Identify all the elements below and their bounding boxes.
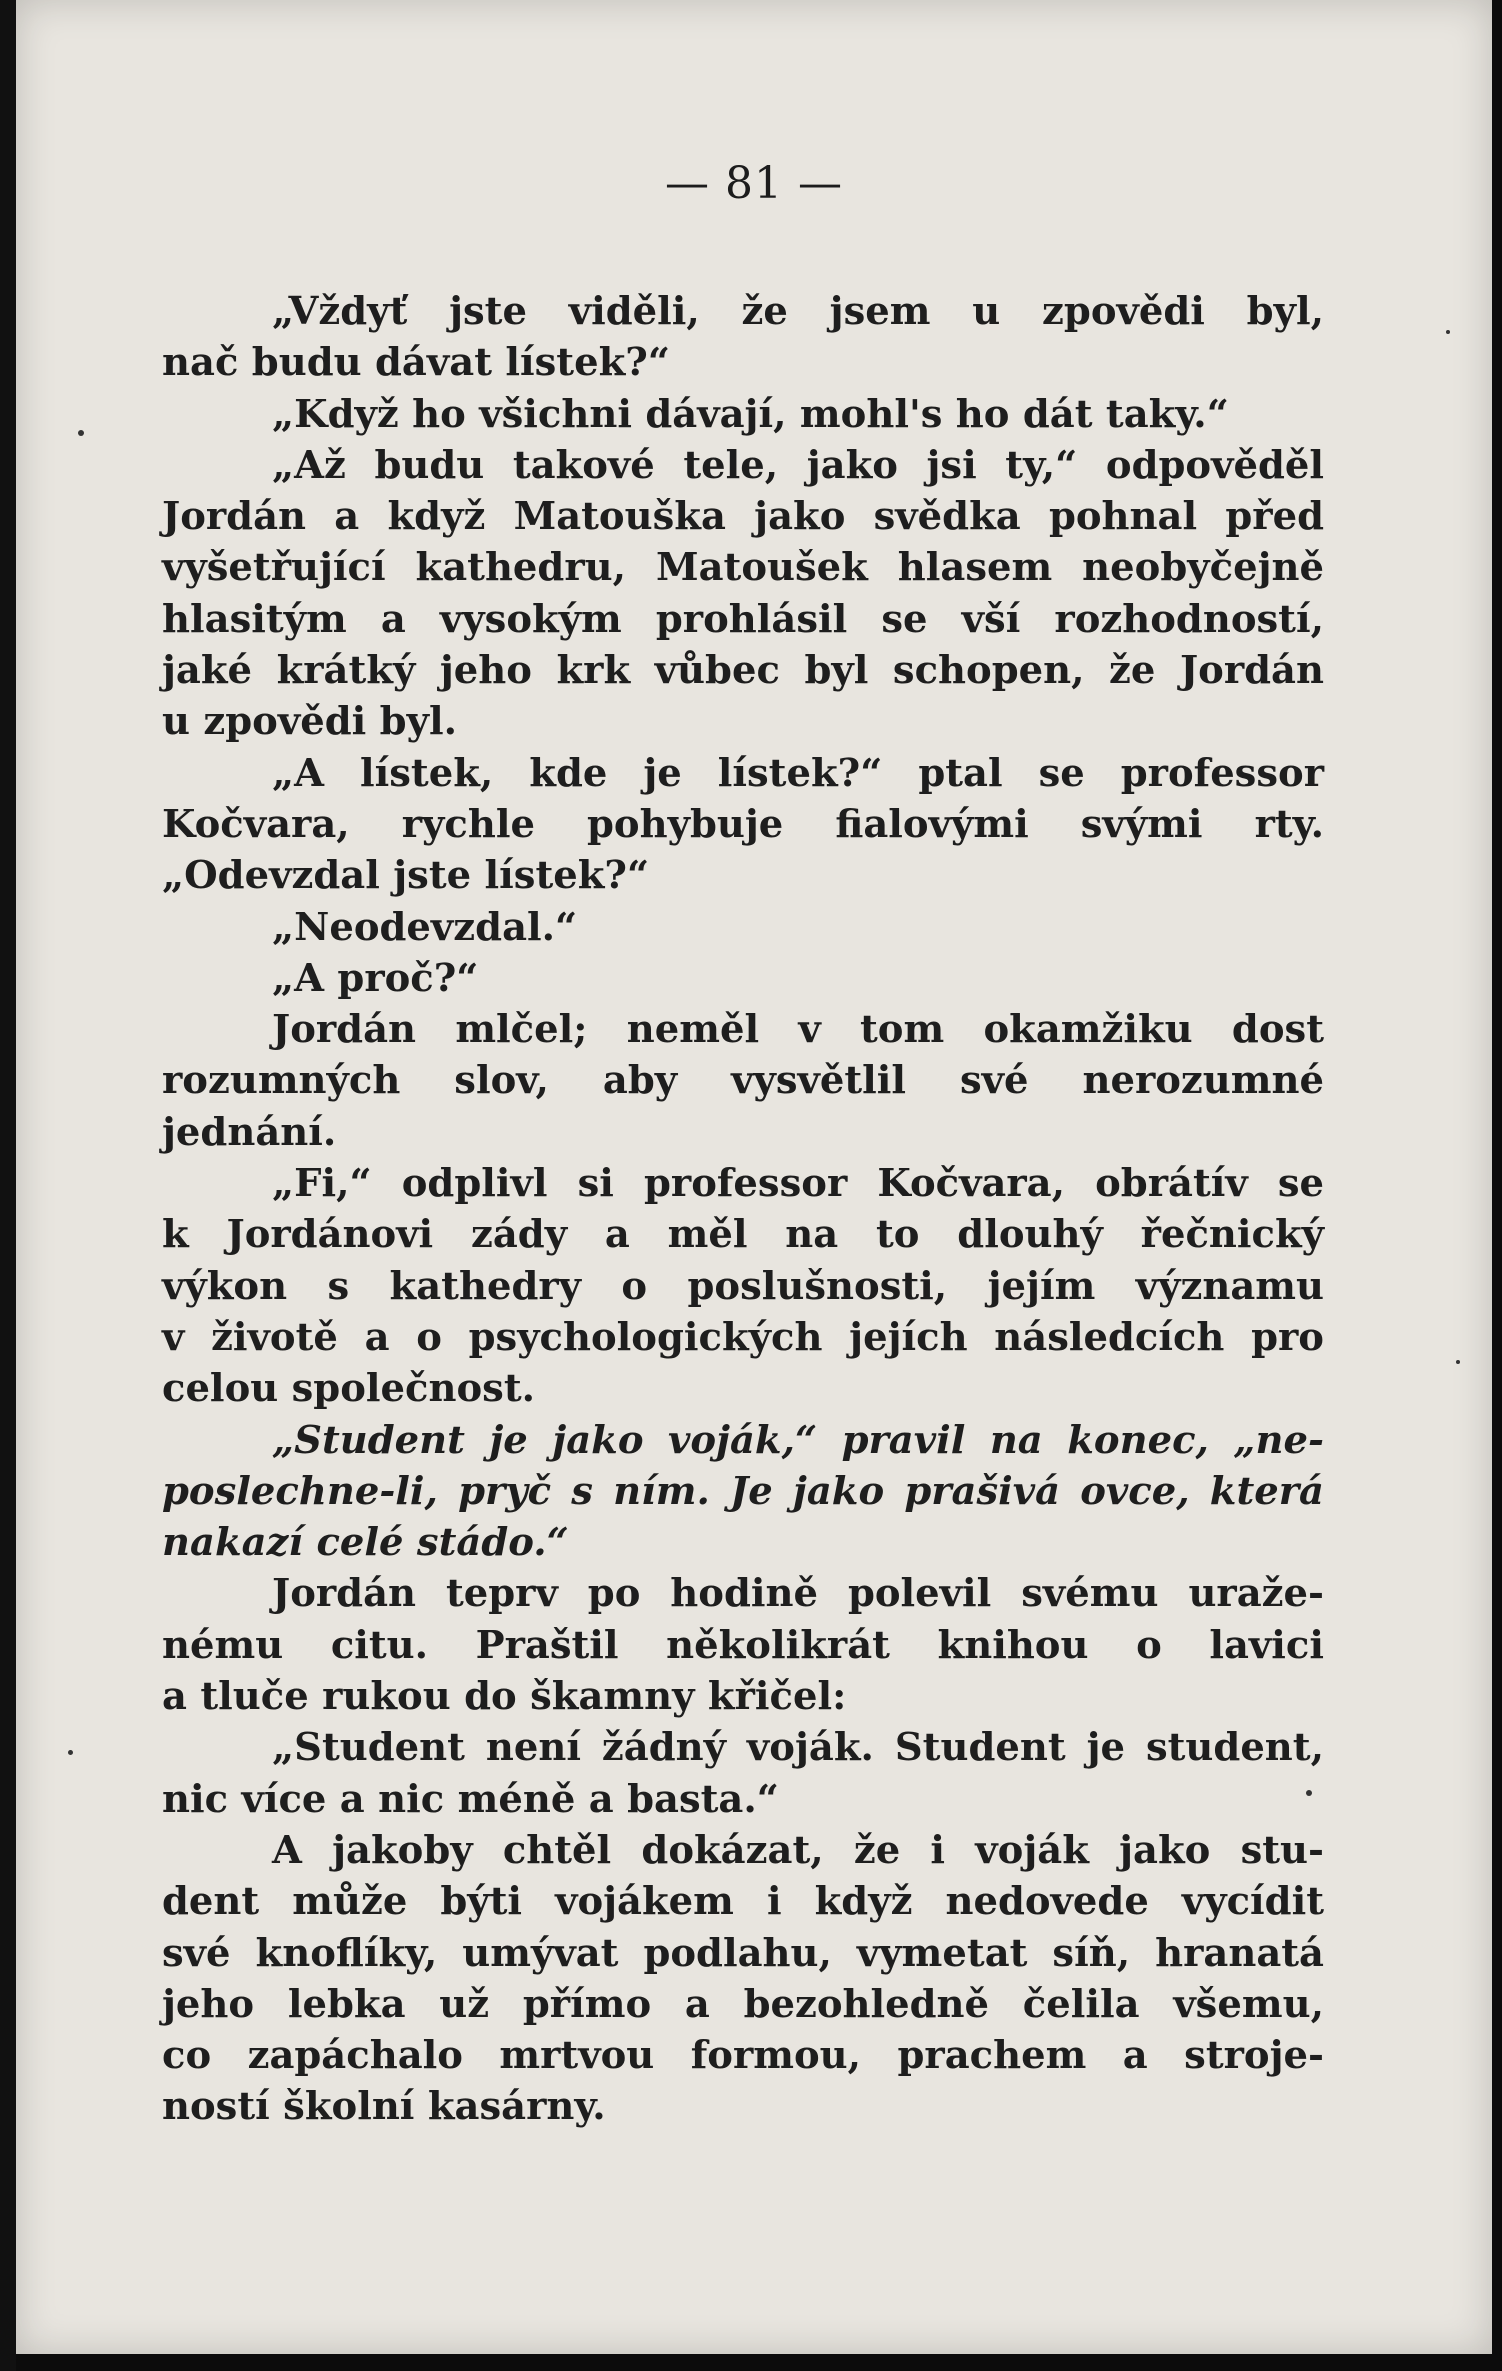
paper-speck	[1446, 330, 1450, 334]
text-line: „Když ho všichni dávají, mohl's ho dát taky.“	[272, 391, 1229, 437]
text-line: nač budu dávat lístek?“	[162, 340, 670, 386]
text-line: „A proč?“	[272, 955, 479, 1001]
paper-speck	[78, 430, 84, 436]
text-line: nakazí celé stádo.“	[162, 1520, 569, 1566]
text-line: hlasitým a vysokým prohlásil se vší rozhodností,	[162, 596, 1324, 642]
text-line: rozumných slov, aby vysvětlil své nerozumné	[162, 1058, 1324, 1104]
text-line: v životě a o psychologických jejích následcích pro	[162, 1314, 1324, 1360]
text-line: „A lístek, kde je lístek?“ ptal se professor	[272, 750, 1324, 796]
text-line: své knoflíky, umývat podlahu, vymetat síň, hranatá	[162, 1930, 1324, 1976]
page-number: — 81 —	[665, 158, 843, 209]
text-line: a tluče rukou do škamny křičel:	[162, 1674, 847, 1720]
text-line: Jordán mlčel; neměl v tom okamžiku dost	[272, 1007, 1324, 1053]
book-page	[16, 0, 1492, 2354]
text-line: A jakoby chtěl dokázat, že i voják jako stu-	[272, 1827, 1324, 1873]
text-line: Kočvara, rychle pohybuje fialovými svými rty.	[162, 801, 1324, 847]
text-line: dent může býti vojákem i když nedovede vycídit	[162, 1879, 1324, 1925]
text-line: výkon s kathedry o poslušnosti, jejím významu	[162, 1263, 1324, 1309]
text-line: Jordán teprv po hodině polevil svému uraže-	[272, 1571, 1324, 1617]
paper-speck	[1456, 1360, 1460, 1364]
text-line: „Fi,“ odplivl si professor Kočvara, obrátív se	[272, 1161, 1324, 1207]
text-line: vyšetřující kathedru, Matoušek hlasem neobyčejně	[162, 545, 1324, 591]
paper-speck	[1306, 1790, 1312, 1796]
text-line: celou společnost.	[162, 1366, 536, 1412]
paper-speck	[68, 1750, 73, 1755]
text-line: jednání.	[162, 1109, 337, 1155]
text-line: „Neodevzdal.“	[272, 904, 578, 950]
text-line: Jordán a když Matouška jako svědka pohnal před	[162, 494, 1324, 540]
text-line: co zapáchalo mrtvou formou, prachem a stroje-	[162, 2033, 1324, 2079]
book-spine-edge	[0, 0, 16, 2371]
text-line: nému citu. Praštil několikrát knihou o lavici	[162, 1622, 1324, 1668]
italic-quote: „Student je jako voják,“ pravil na konec, „ne-	[272, 1417, 1324, 1463]
text-line: jeho lebka už přímo a bezohledně čelila všemu,	[162, 1981, 1324, 2027]
body-text	[162, 286, 1324, 2133]
text-line: u zpovědi byl.	[162, 699, 457, 745]
text-line: k Jordánovi zády a měl na to dlouhý řečnický	[162, 1212, 1324, 1258]
text-line: „Vždyť jste viděli, že jsem u zpovědi byl,	[272, 289, 1324, 334]
text-line	[162, 1415, 1324, 1466]
text-line: „Student není žádný voják. Student je student,	[272, 1725, 1324, 1771]
text-line: „Až budu takové tele, jako jsi ty,“ odpověděl	[272, 442, 1324, 488]
text-line: „Odevzdal jste lístek?“	[162, 853, 650, 899]
text-line: nic více a nic méně a basta.“	[162, 1776, 779, 1822]
text-line: ností školní kasárny.	[162, 2084, 606, 2130]
text-line: jaké krátký jeho krk vůbec byl schopen, že Jordán	[162, 648, 1324, 694]
text-line: poslechne-li, pryč s ním. Je jako prašivá ovce, která	[162, 1468, 1324, 1514]
